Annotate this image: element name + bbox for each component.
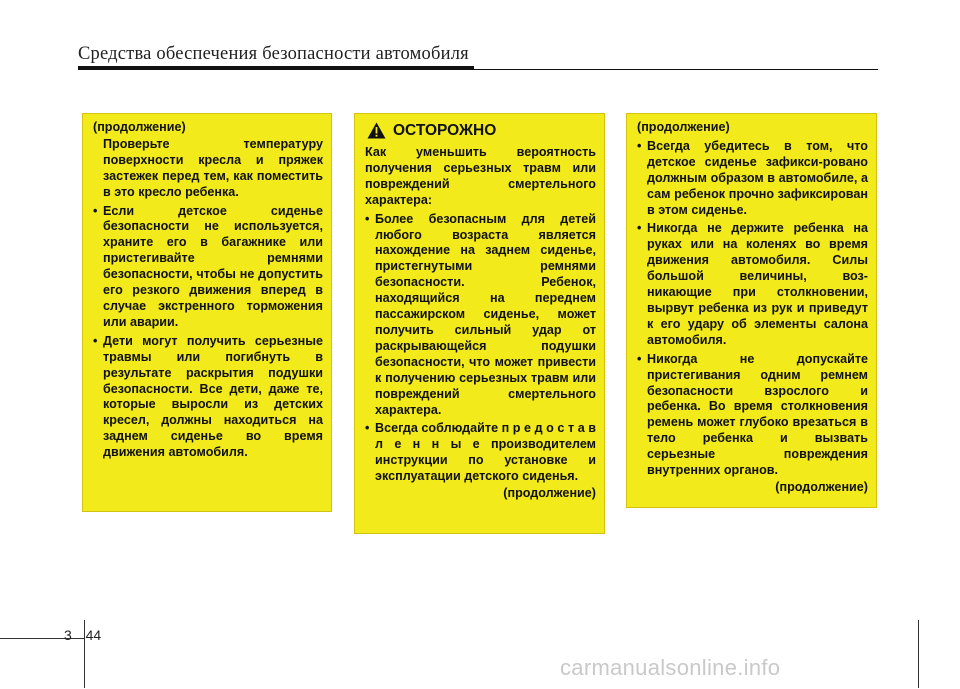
bullet-list (365, 212, 596, 485)
continued-tail: (продолжение) (775, 479, 868, 494)
bullet-list (637, 139, 868, 479)
continued-head: (продолжение) (93, 120, 186, 134)
intro-paragraph: Проверьте температуру поверхности кресла и пряжек застежек перед тем, как поместить в это кресло ребенка. (103, 136, 323, 199)
warning-panel (354, 113, 605, 534)
section-number: 3 (64, 627, 72, 643)
continued-info-panel-right (626, 113, 877, 508)
watermark: carmanualsonline.info (560, 655, 781, 680)
list-item: • Более безопасным для детей любого возраста является нахождение на заднем сиденье, пристегнутыми ремнями безопасности. Ребенок, находящийся на переднем пассажирском сиденье, может получить сильный удар от раскрывающейся подушки безопасности, что может привести к получению серьезных травм или повреждений смертельного характера. (365, 212, 596, 419)
list-item: • Никогда не держите ребенка на руках или на коленях во время движения автомобиля. Силы большой величины, воз-никающие при столкновении, вырвут ребенка из рук и приведут к его удару об элементы салона автомобиля. (637, 221, 868, 348)
header-rule-thick (78, 66, 474, 70)
warning-triangle-icon (367, 122, 386, 139)
page-header-title: Средства обеспечения безопасности автомобиля (78, 44, 469, 64)
list-item: • Всегда соблюдайте п р е д о с т а в л е н н ы е производителем инструкции по установке и эксплуатации детского сиденья. (365, 421, 596, 485)
list-item: • Дети могут получить серьезные травмы или погибнуть в результате раскрытия подушки безопасности. Все дети, даже те, которые выросли из детских кресел, должны находиться на заднем сиденье во время движения автомобиля. (93, 334, 323, 461)
page-number-value: 44 (85, 627, 102, 643)
continued-head: (продолжение) (637, 120, 730, 134)
warning-heading (365, 122, 596, 139)
intro-paragraph: Как уменьшить вероятность получения серьезных травм или повреждений смертельного характера: (365, 145, 596, 207)
list-item: • Никогда не допускайте пристегивания одним ремнем безопасности взрослого и ребенка. Во время столкновения ремень может глубоко врезаться в тело ребенка и вызвать серьезные повреждения внутренних органов. (637, 352, 868, 479)
warning-title: ОСТОРОЖНО (393, 121, 497, 139)
footer-divider-right (918, 620, 919, 688)
continued-tail: (продолжение) (503, 486, 596, 501)
page-number (64, 627, 101, 643)
list-item: • Всегда убедитесь в том, что детское сиденье зафикси-ровано должным образом в автомобиле, а сам ребенок прочно зафиксирован в этом сиденье. (637, 139, 868, 219)
header-rule-thin (474, 69, 878, 70)
continued-info-panel-left (82, 113, 332, 512)
bullet-list (93, 204, 323, 462)
list-item: • Если детское сиденье безопасности не используется, храните его в багажнике или пристегивайте ремнями безопасности, чтобы не допустить его резкого движения вперед в случае экстренного торможения или аварии. (93, 204, 323, 331)
